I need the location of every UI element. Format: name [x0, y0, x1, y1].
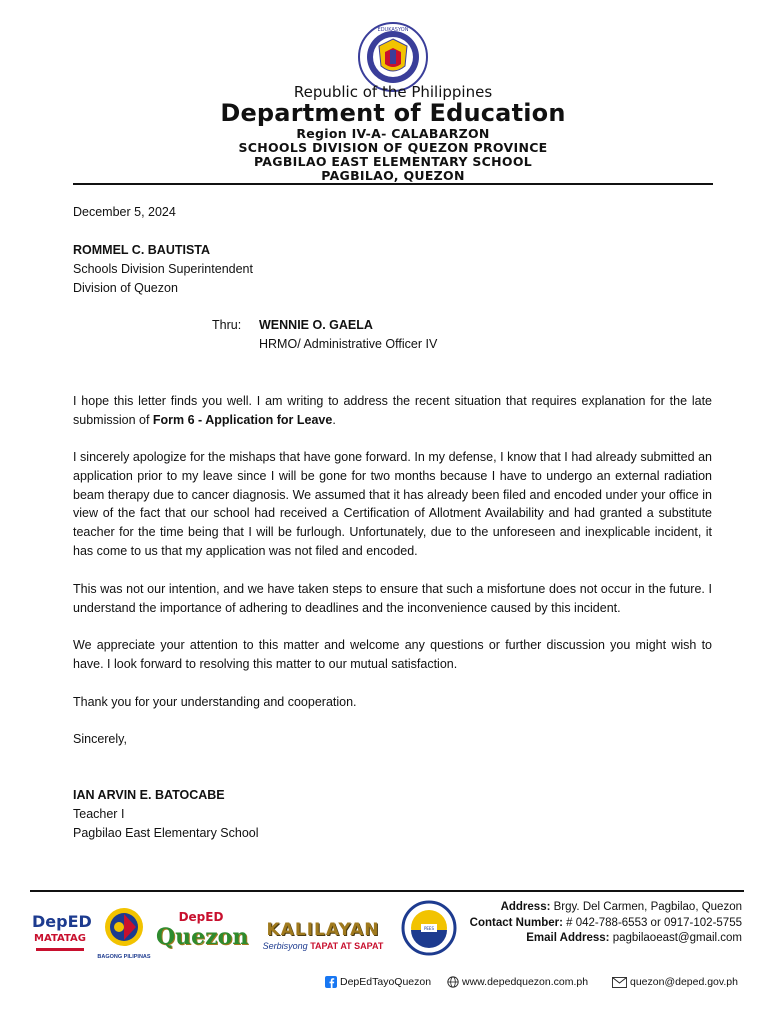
deped-quezon-main-text: Quezon: [156, 924, 249, 950]
facebook-text[interactable]: DepEdTayoQuezon: [340, 976, 432, 988]
deped-logo-text: DepED: [32, 912, 92, 931]
footer-divider: [30, 890, 744, 892]
mail-text[interactable]: quezon@deped.gov.ph: [630, 976, 738, 988]
division-heading: SCHOOLS DIVISION OF QUEZON PROVINCE: [238, 140, 548, 155]
paragraph-1: [73, 392, 712, 430]
school-heading: PAGBILAO EAST ELEMENTARY SCHOOL: [253, 154, 533, 169]
email-value[interactable]: pagbilaoeast@gmail.com: [612, 932, 742, 944]
location-heading: PAGBILAO, QUEZON: [321, 168, 465, 183]
email-label: Email Address:: [526, 932, 610, 944]
bagong-pilipinas-logo: [94, 906, 154, 962]
footer-contact-info: [470, 900, 742, 947]
deped-matatag-logo: [32, 912, 92, 962]
facebook-icon: [325, 976, 337, 988]
region-heading: Region IV-A- CALABARZON: [296, 126, 490, 141]
deped-seal-logo: [358, 22, 428, 92]
bagong-pilipinas-text: BAGONG PILIPINAS: [97, 954, 151, 960]
school-seal-logo: [400, 900, 458, 956]
signatory-name: IAN ARVIN E. BATOCABE: [73, 788, 225, 802]
kalilayan-tagline: Serbisyong TAPAT AT SAPAT: [262, 941, 384, 951]
mail-link[interactable]: [612, 976, 738, 991]
website-link[interactable]: [447, 976, 588, 991]
recipient-office: Division of Quezon: [73, 281, 178, 295]
kalilayan-text: KALILAYAN: [266, 920, 380, 940]
website-text[interactable]: www.depedquezon.com.ph: [462, 976, 589, 988]
paragraph-4: We appreciate your attention to this matter and welcome any questions or further discussion you might wish to have. I look forward to resolving this matter to our mutual satisfaction.: [73, 638, 712, 671]
email-line: [470, 931, 742, 947]
department-heading: Department of Education: [220, 99, 566, 127]
recipient-name: ROMMEL C. BAUTISTA: [73, 243, 211, 257]
form-name: Form 6 - Application for Leave: [152, 412, 333, 427]
letter-date: December 5, 2024: [73, 205, 176, 219]
paragraph-3: This was not our intention, and we have taken steps to ensure that such a misfortune does not occur in the future. I understand the importance of adhering to deadlines and the inconvenience caused by this incident.: [73, 582, 712, 615]
recipient-title: Schools Division Superintendent: [73, 262, 253, 276]
paragraph-2: I sincerely apologize for the mishaps that have gone forward. In my defense, I know that I had already submitted an application prior to my leave since I will be gone for two months because I have to undergo an external radiation beam therapy due to cancer diagnosis. We assumed that it has already been filed and encoded under your office in view of the fact that our school had received a Certification of Allotment Availability and had granted a substitute teacher for the time being that I will be furlough. Unfortunately, due to the unforeseen and inexplicable incident, it has come to us that my application was not filed and encoded.: [73, 450, 712, 558]
svg-text:EDUKASYON: EDUKASYON: [377, 27, 409, 33]
signatory-title: Teacher I: [73, 807, 125, 821]
svg-text:PEES: PEES: [423, 926, 435, 931]
contact-line: [470, 916, 742, 932]
thru-title: HRMO/ Administrative Officer IV: [259, 337, 438, 351]
address-label: Address:: [500, 901, 551, 913]
paragraph-1-text: I hope this letter finds you well. I am writing to address the recent situation that requires explanation for the late submission of: [73, 394, 712, 427]
thru-name: WENNIE O. GAELA: [259, 318, 373, 332]
contact-label: Contact Number:: [469, 916, 563, 929]
republic-heading: Republic of the Philippines: [293, 83, 493, 101]
recipient-block: [73, 241, 253, 298]
globe-icon: [447, 976, 459, 988]
thru-label: Thru:: [212, 318, 242, 332]
address-value: Brgy. Del Carmen, Pagbilao, Quezon: [553, 901, 742, 913]
header-divider: [73, 183, 713, 185]
signatory-school: Pagbilao East Elementary School: [73, 826, 259, 840]
mail-icon: [612, 977, 627, 988]
thru-block: [259, 316, 437, 354]
closing: Sincerely,: [73, 732, 127, 746]
bagong-pilipinas-emblem-icon: [102, 906, 146, 948]
contact-value: # 042-788-6553 or 0917-102-5755: [566, 916, 742, 929]
facebook-link[interactable]: [325, 976, 431, 991]
address-line: [470, 900, 742, 916]
signatory-block: [73, 786, 259, 843]
paragraph-5: Thank you for your understanding and cooperation.: [73, 695, 357, 709]
deped-quezon-logo: [156, 910, 249, 960]
matatag-logo-text: MATATAG: [34, 933, 86, 944]
kalilayan-logo: [252, 920, 394, 960]
deped-quezon-top-text: DepED: [178, 910, 224, 924]
paragraph-1-end: .: [332, 412, 336, 427]
